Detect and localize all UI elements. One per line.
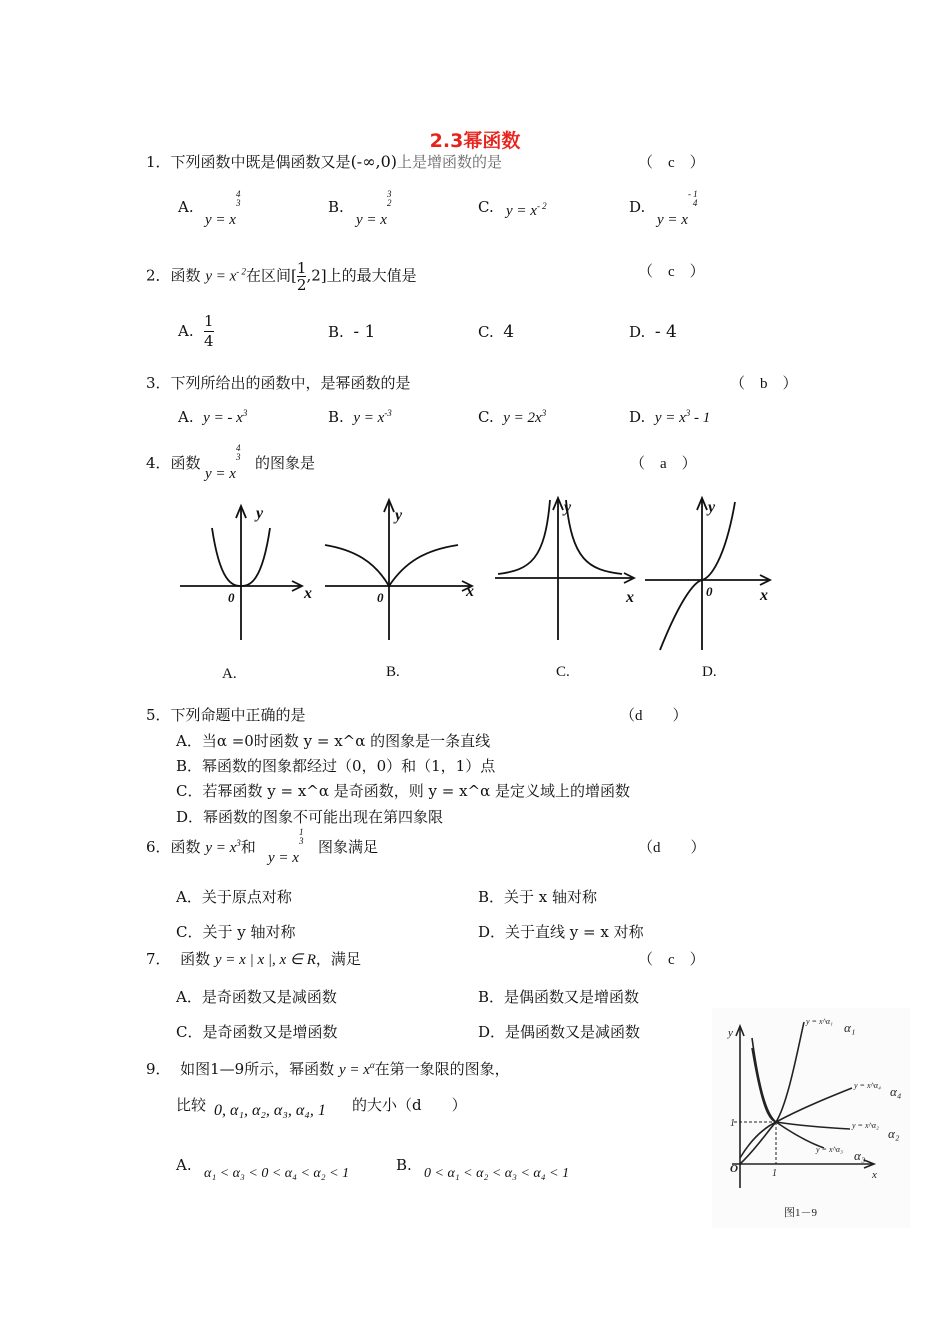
option-d: D.	[629, 198, 646, 216]
question-text: 下列函数中既是偶函数又是	[170, 153, 351, 171]
option-d-expr: y = x- 1 4	[657, 189, 698, 228]
option-d: D. $y = x^3 - 1$	[629, 408, 711, 426]
svg-text:α₂: α₂	[888, 1126, 900, 1141]
question-6: 6．函数 $y = x^3$和	[146, 838, 256, 856]
option-c: C.	[478, 198, 494, 216]
option-b: B．关于 x 轴对称	[478, 888, 598, 906]
question-text: 上是增函数的是	[397, 153, 503, 171]
question-7: 7． 函数 y = x | x |, x ∈ R，满足	[146, 950, 361, 968]
function-expr: y = x	[205, 268, 237, 285]
option-c-expr: $y = x^{- 2}$	[506, 201, 547, 219]
option-c: C. $y = 2x^3$	[478, 408, 547, 426]
option-b: B. $y = x^{-3}$	[328, 408, 392, 426]
option-b-expr: y = x3 2	[356, 189, 392, 228]
figure-1-9	[712, 1008, 910, 1228]
function-expr: y = x4 3	[205, 443, 241, 482]
svg-text:y = x^α₃: y = x^α₃	[816, 1145, 843, 1154]
svg-text:x: x	[760, 587, 768, 604]
option-a-expr: α₁ < α₃ < 0 < α₄ < α₂ < 1	[204, 1166, 350, 1181]
question-number: 1．	[146, 153, 171, 171]
question-5: 5．下列命题中正确的是	[146, 706, 306, 724]
answer: （ a ）	[630, 456, 697, 472]
option-a: A.	[176, 1156, 192, 1174]
question-4: 4．函数	[146, 454, 201, 472]
svg-text:0: 0	[377, 590, 384, 605]
option-c: C．是奇函数又是增函数	[176, 1023, 338, 1041]
function-expr: y = x1 3	[268, 827, 304, 866]
svg-text:y: y	[256, 505, 264, 522]
option-d: D．关于直线 y = x 对称	[478, 923, 644, 941]
option-a: A．是奇函数又是减函数	[176, 988, 337, 1006]
svg-text:y: y	[564, 499, 572, 516]
svg-text:y: y	[395, 507, 403, 524]
question-3: 3．下列所给出的函数中，是幂函数的是	[146, 374, 411, 392]
option-b: B．幂函数的图象都经过（0，0）和（1，1）点	[176, 757, 496, 775]
answer: （ c ）	[638, 155, 705, 171]
option-c: C. 4	[478, 322, 515, 342]
svg-text:x: x	[466, 583, 474, 600]
option-d: D. - 4	[629, 322, 677, 342]
answer: （ b ）	[730, 376, 798, 392]
option-d: D．幂函数的图象不可能出现在第四象限	[176, 808, 444, 826]
svg-text:1: 1	[772, 1168, 777, 1179]
option-b: B.	[396, 1156, 412, 1174]
question-text: 的大小（d ）	[352, 1096, 467, 1114]
option-b: B.	[328, 198, 344, 216]
option-b: B．是偶函数又是增函数	[478, 988, 640, 1006]
question-9-compare: 比较	[176, 1096, 207, 1114]
answer: （d ）	[638, 840, 706, 856]
compare-list: 0, α₁, α₂, α₃, α₄, 1	[214, 1102, 326, 1119]
question-text: 图象满足	[318, 838, 379, 856]
option-c: C．若幂函数 y = x^α 是奇函数，则 y = x^α 是定义域上的增函数	[176, 782, 631, 800]
option-a: A．当α =0时函数 y = x^α 的图象是一条直线	[176, 732, 491, 750]
svg-text:x: x	[626, 589, 634, 606]
svg-text:0: 0	[706, 584, 713, 599]
svg-text:y: y	[708, 499, 716, 516]
svg-text:α₃: α₃	[854, 1148, 866, 1163]
question-9: 9． 如图1—9所示，幂函数 $y = x^\alpha$在第一象限的图象，	[146, 1060, 510, 1078]
svg-text:y = x^α₁: y = x^α₁	[806, 1017, 833, 1026]
answer: （d ）	[620, 708, 688, 724]
svg-text:α₄: α₄	[890, 1084, 902, 1099]
svg-text:y: y	[728, 1027, 733, 1039]
svg-text:x: x	[304, 585, 312, 602]
option-d: D．是偶函数又是减函数	[478, 1023, 641, 1041]
option-a-fraction: 1 4	[204, 312, 214, 350]
option-a-expr: y = x4 3	[205, 189, 241, 228]
option-a: A．关于原点对称	[176, 888, 292, 906]
option-a: A. y = - $x^3$	[178, 408, 248, 426]
svg-text:C.: C.	[556, 664, 570, 680]
svg-text:图1－9: 图1－9	[784, 1207, 817, 1219]
question-1	[146, 151, 502, 172]
svg-text:α₁: α₁	[844, 1020, 856, 1035]
option-a: A.	[178, 198, 194, 216]
question-2: 2．函数 $y = x^{- 2}$在区间[ $\frac{1}{2}$ ,2]上的最大值是	[146, 259, 417, 294]
q4-graphs	[170, 490, 790, 690]
answer: （ c ）	[638, 264, 705, 280]
option-b: B. - 1	[328, 322, 376, 342]
svg-text:O: O	[730, 1163, 738, 1175]
svg-text:y = x^α₂: y = x^α₂	[852, 1121, 879, 1130]
option-a: A.	[178, 322, 194, 340]
interval: (-∞,0)	[350, 152, 398, 171]
option-b-expr: 0 < α₁ < α₂ < α₃ < α₄ < 1	[424, 1166, 570, 1181]
svg-text:y = x^α₄: y = x^α₄	[854, 1081, 881, 1090]
svg-text:0: 0	[228, 590, 235, 605]
svg-text:x: x	[872, 1169, 877, 1181]
page-title: 2.3幂函数	[429, 130, 521, 152]
option-c: C．关于 y 轴对称	[176, 923, 296, 941]
svg-text:1: 1	[730, 1118, 735, 1129]
question-text: 的图象是	[255, 454, 316, 472]
answer: （ c ）	[638, 952, 705, 968]
svg-text:D.: D.	[702, 664, 717, 680]
svg-text:A.: A.	[222, 666, 237, 682]
svg-text:B.: B.	[386, 664, 400, 680]
